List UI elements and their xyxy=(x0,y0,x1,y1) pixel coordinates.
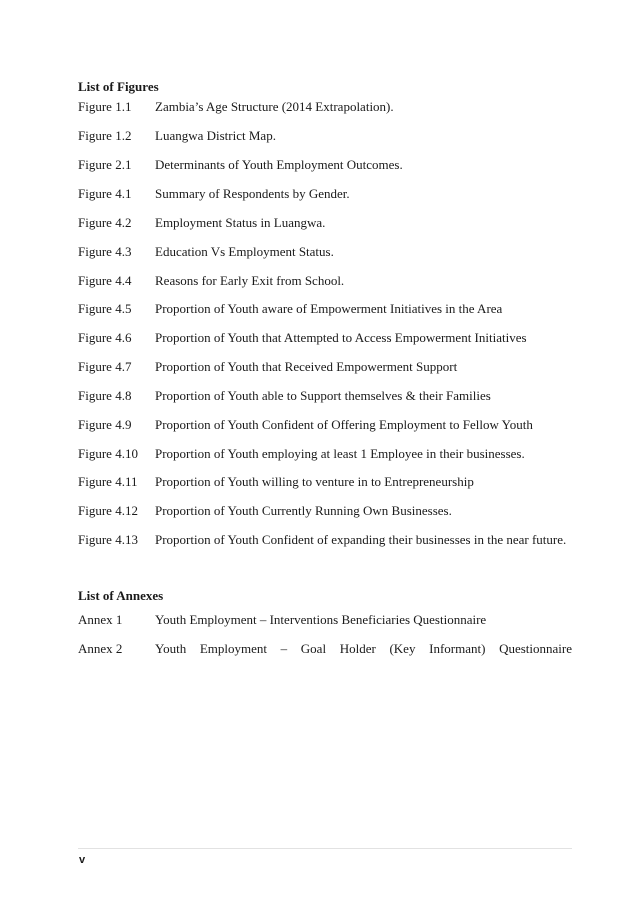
figure-number: Figure 4.4 xyxy=(78,273,132,288)
figure-number: Figure 4.8 xyxy=(78,388,132,403)
annex-title-word: Goal xyxy=(300,641,327,656)
figure-entry xyxy=(78,128,572,144)
figure-number: Figure 4.7 xyxy=(78,359,132,374)
figure-entry xyxy=(78,330,572,346)
figure-title: Education Vs Employment Status. xyxy=(155,244,334,259)
figure-title: Summary of Respondents by Gender. xyxy=(155,186,350,201)
figure-title: Proportion of Youth willing to venture in to Entrepreneurship xyxy=(155,474,474,489)
figure-number: Figure 4.13 xyxy=(78,532,138,547)
annex-title-word: Holder xyxy=(339,641,376,656)
figure-entry xyxy=(78,157,572,173)
list-of-figures-heading: List of Figures xyxy=(78,79,159,94)
figure-title: Zambia’s Age Structure (2014 Extrapolation). xyxy=(155,99,394,114)
figure-entry xyxy=(78,301,572,317)
figure-entry xyxy=(78,388,572,404)
figure-number: Figure 4.9 xyxy=(78,417,132,432)
figure-title: Proportion of Youth employing at least 1 Employee in their businesses. xyxy=(155,446,525,461)
footer-divider xyxy=(78,848,572,849)
annex-title-word: Employment xyxy=(199,641,268,656)
figure-entry xyxy=(78,186,572,202)
figure-title: Proportion of Youth that Received Empowerment Support xyxy=(155,359,458,374)
figure-title: Luangwa District Map. xyxy=(155,128,276,143)
figure-entry xyxy=(78,215,572,231)
page-number: v xyxy=(79,854,86,866)
figure-title: Proportion of Youth that Attempted to Access Empowerment Initiatives xyxy=(155,330,527,345)
figure-number: Figure 4.10 xyxy=(78,446,138,461)
figure-number: Figure 4.12 xyxy=(78,503,138,518)
annex-title: Youth Employment – Interventions Beneficiaries Questionnaire xyxy=(155,612,487,627)
figure-title: Proportion of Youth able to Support themselves & their Families xyxy=(155,388,491,403)
figure-title: Proportion of Youth aware of Empowerment Initiatives in the Area xyxy=(155,301,503,316)
figure-title: Proportion of Youth Confident of expanding their businesses in the near future. xyxy=(155,532,567,547)
figure-entry xyxy=(78,446,572,462)
annex-entry xyxy=(78,612,572,628)
figure-number: Figure 1.2 xyxy=(78,128,132,143)
figure-number: Figure 1.1 xyxy=(78,99,132,114)
figure-entry xyxy=(78,359,572,375)
figure-title: Proportion of Youth Confident of Offering Employment to Fellow Youth xyxy=(155,417,533,432)
annex-title-word: (Key xyxy=(389,641,416,656)
figure-entry xyxy=(78,474,572,490)
annex-title-word: Youth xyxy=(155,641,187,656)
annex-title-word: – xyxy=(280,641,288,656)
figure-number: Figure 2.1 xyxy=(78,157,132,172)
annex-number: Annex 1 xyxy=(78,612,123,627)
annex-title-word: Informant) xyxy=(429,641,486,656)
figure-title: Proportion of Youth Currently Running Own Businesses. xyxy=(155,503,452,518)
figure-title: Reasons for Early Exit from School. xyxy=(155,273,345,288)
figure-number: Figure 4.5 xyxy=(78,301,132,316)
annex-title-word: Questionnaire xyxy=(499,641,572,656)
figure-number: Figure 4.11 xyxy=(78,474,138,489)
annex-entry xyxy=(78,641,572,657)
figure-number: Figure 4.6 xyxy=(78,330,132,345)
figure-number: Figure 4.1 xyxy=(78,186,132,201)
annex-number: Annex 2 xyxy=(78,641,123,656)
figure-title: Determinants of Youth Employment Outcomes. xyxy=(155,157,403,172)
figure-entry xyxy=(78,417,572,433)
figure-entry xyxy=(78,273,572,289)
list-of-annexes-heading: List of Annexes xyxy=(78,588,164,603)
figure-number: Figure 4.3 xyxy=(78,244,132,259)
annex-title xyxy=(155,641,572,657)
figure-entry xyxy=(78,503,572,519)
figure-entry xyxy=(78,99,572,115)
figure-entry xyxy=(78,532,572,548)
figure-number: Figure 4.2 xyxy=(78,215,132,230)
figure-entry xyxy=(78,244,572,260)
figure-title: Employment Status in Luangwa. xyxy=(155,215,326,230)
